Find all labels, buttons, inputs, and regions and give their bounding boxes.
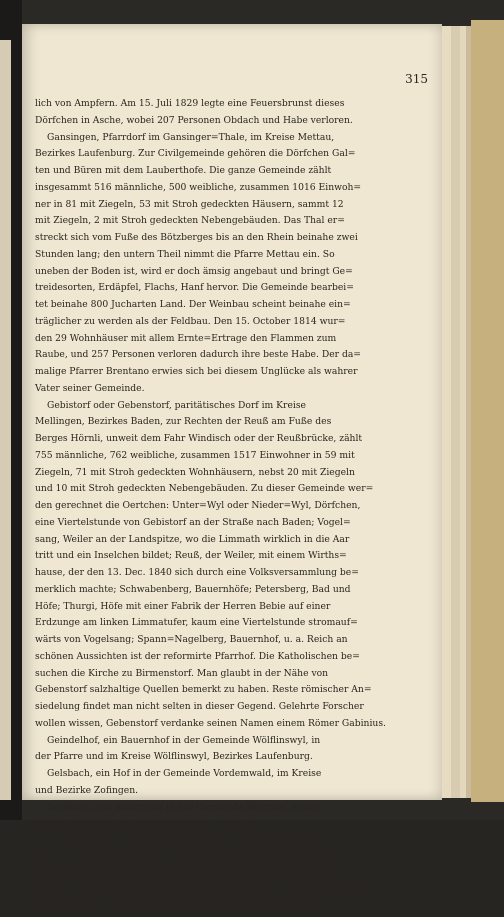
text-line: sang, Weiler an der Landspitze, wo die Limmath wirklich in die Aar [35, 533, 350, 545]
text-line: insgesammt 516 männliche, 500 weibliche, zusammen 1016 Einwoh= [35, 181, 362, 193]
text-line: Höfe; Thurgi, Höfe mit einer Fabrik der Herren Bebie auf einer [35, 600, 331, 612]
book-page [22, 24, 442, 913]
text-line: ner in 81 mit Ziegeln, 53 mit Stroh gedeckten Häusern, sammt 12 [35, 198, 344, 210]
scan-background [0, 0, 504, 24]
text-line: Vater seiner Gemeinde. [35, 382, 145, 394]
text-line: treidesorten, Erdäpfel, Flachs, Hanf hervor. Die Gemeinde bearbei= [35, 282, 354, 294]
text-line: merklich machte; Schwabenberg, Bauernhöfe; Petersberg, Bad und [35, 583, 351, 595]
text-line: wollen wissen, Gebenstorf verdanke seinen Namen einem Römer Gabinius. [35, 717, 386, 729]
text-line: suchen die Kirche zu Birmenstorf. Man glaubt in der Nähe von [35, 667, 329, 679]
book-cover-edge [471, 20, 504, 802]
text-line: und Bezirke Zofingen. [35, 784, 139, 796]
text-line: den 29 Wohnhäuser mit allem Ernte=Ertrage den Flammen zum [35, 332, 337, 344]
text-line: Raube, und 257 Personen verloren dadurch ihre beste Habe. Der da= [35, 349, 362, 361]
text-line: streckt sich vom Fuße des Bötzberges bis an den Rhein beinahe zwei [35, 232, 358, 243]
text-line: 755 männliche, 762 weibliche, zusammen 1517 Einwohner in 59 mit [35, 449, 355, 461]
text-line: Stunden lang; den untern Theil nimmt die Pfarre Mettau ein. So [35, 248, 335, 260]
text-line: Gebenstorf salzhaltige Quellen bemerkt zu haben. Reste römischer An= [35, 684, 372, 696]
text-line: lich von Ampfern. Am 15. Juli 1829 legte eine Feuersbrunst dieses [35, 98, 345, 109]
text-line: der Pfarre und im Kreise Wölflinswyl, Bezirkes Laufenburg. [35, 751, 313, 763]
text-line: tet beinahe 800 Jucharten Land. Der Weinbau scheint beinahe ein= [35, 299, 351, 310]
page-number: 315 [405, 72, 428, 86]
text-line: über das Meer aufsteigend, im Kreise Rain, Bezirkes Brugg, an [35, 851, 331, 863]
body-text [35, 96, 427, 917]
text-line: Gansingen, Pfarrdorf im Gansinger=Thale, im Kreise Mettau, [47, 131, 335, 143]
text-line: ten und Büren mit dem Lauberthofe. Die ganze Gemeinde zählt [35, 165, 332, 176]
text-line: tritt und ein Inselchen bildet; Reuß, der Weiler, mit einem Wirths= [35, 550, 347, 562]
page-edge [451, 26, 460, 798]
page-edge [442, 26, 451, 798]
text-line: Geißbach, ein Bauernhof in der Gemeinde Brittnau, in der [47, 801, 319, 813]
text-line: Bezirkes Laufenburg. Zur Civilgemeinde gehören die Dörfchen Gal= [35, 148, 356, 160]
text-line: uneben der Boden ist, wird er doch ämsig angebaut und bringt Ge= [35, 265, 353, 277]
facing-page-edge [0, 40, 11, 800]
text-line: den gerechnet die Oertchen: Unter=Wyl oder Nieder=Wyl, Dörfchen, [35, 500, 361, 511]
text-line: Erdzunge am linken Limmatufer, kaum eine Viertelstunde stromauf= [35, 617, 358, 629]
text-line: hause, der den 13. Dec. 1840 sich durch eine Volksversammlung be= [35, 567, 359, 578]
text-line: Gelsbach, ein Hof in der Gemeinde Vordemwald, im Kreise [47, 768, 322, 779]
text-line: wärts von Vogelsang; Spann=Nagelberg, Bauernhof, u. a. Reich an [35, 634, 348, 645]
text-line: Berges Hörnli, unweit dem Fahr Windisch oder der Reußbrücke, zählt [35, 433, 363, 444]
text-line: Die Wildbahn dieses Revieres war immer als ergiebig bekannt. [35, 902, 329, 913]
text-line: Gebistorf oder Gebenstorf, paritätisches Dorf im Kreise [47, 399, 306, 411]
text-line: Besserstein krönt. Hier befand sich eine Hochwacht mit weiter Umsicht. [35, 885, 375, 897]
text-line: Dörfchen in Asche, wobei 207 Personen Obdach und Habe verloren. [35, 114, 353, 126]
text-line: Ziegeln, 71 mit Stroh gedeckten Wohnhäusern, nebst 20 mit Ziegeln [35, 466, 355, 478]
text-line: Geißberg, hoher Berg, 695,7 Meter oder 2142 Pariser Fuß [47, 835, 321, 846]
page-edge [466, 26, 471, 798]
text-line: malige Pfarrer Brentano erwies sich bei diesem Unglücke als wahrer [35, 366, 358, 377]
text-line: dessen Fuß Villigen liegt und dessen Scheitel die Ruine der Burg [35, 868, 339, 880]
text-line: siedelung findet man nicht selten in dieser Gegend. Gelehrte Forscher [35, 701, 364, 712]
text-line: eine Viertelstunde von Gebistorf an der Straße nach Baden; Vogel= [35, 516, 351, 528]
text-line: träglicher zu werden als der Feldbau. Den 15. October 1814 wur= [35, 315, 346, 327]
text-line: Mellingen, Bezirkes Baden, zur Rechten der Reuß am Fuße des [35, 416, 332, 428]
text-line: mit Ziegeln, 2 mit Stroh gedeckten Nebengebäuden. Das Thal er= [35, 215, 345, 227]
text-line: schönen Aussichten ist der reformirte Pfarrhof. Die Katholischen be= [35, 650, 360, 662]
text-line: Pfarre und im Kreise Brittnau, Bezirkes Zofingen. [35, 818, 267, 830]
text-line: und 10 mit Stroh gedeckten Nebengebäuden. Zu dieser Gemeinde wer= [35, 483, 374, 495]
text-line: Geindelhof, ein Bauernhof in der Gemeinde Wölflinswyl, in [47, 734, 321, 746]
